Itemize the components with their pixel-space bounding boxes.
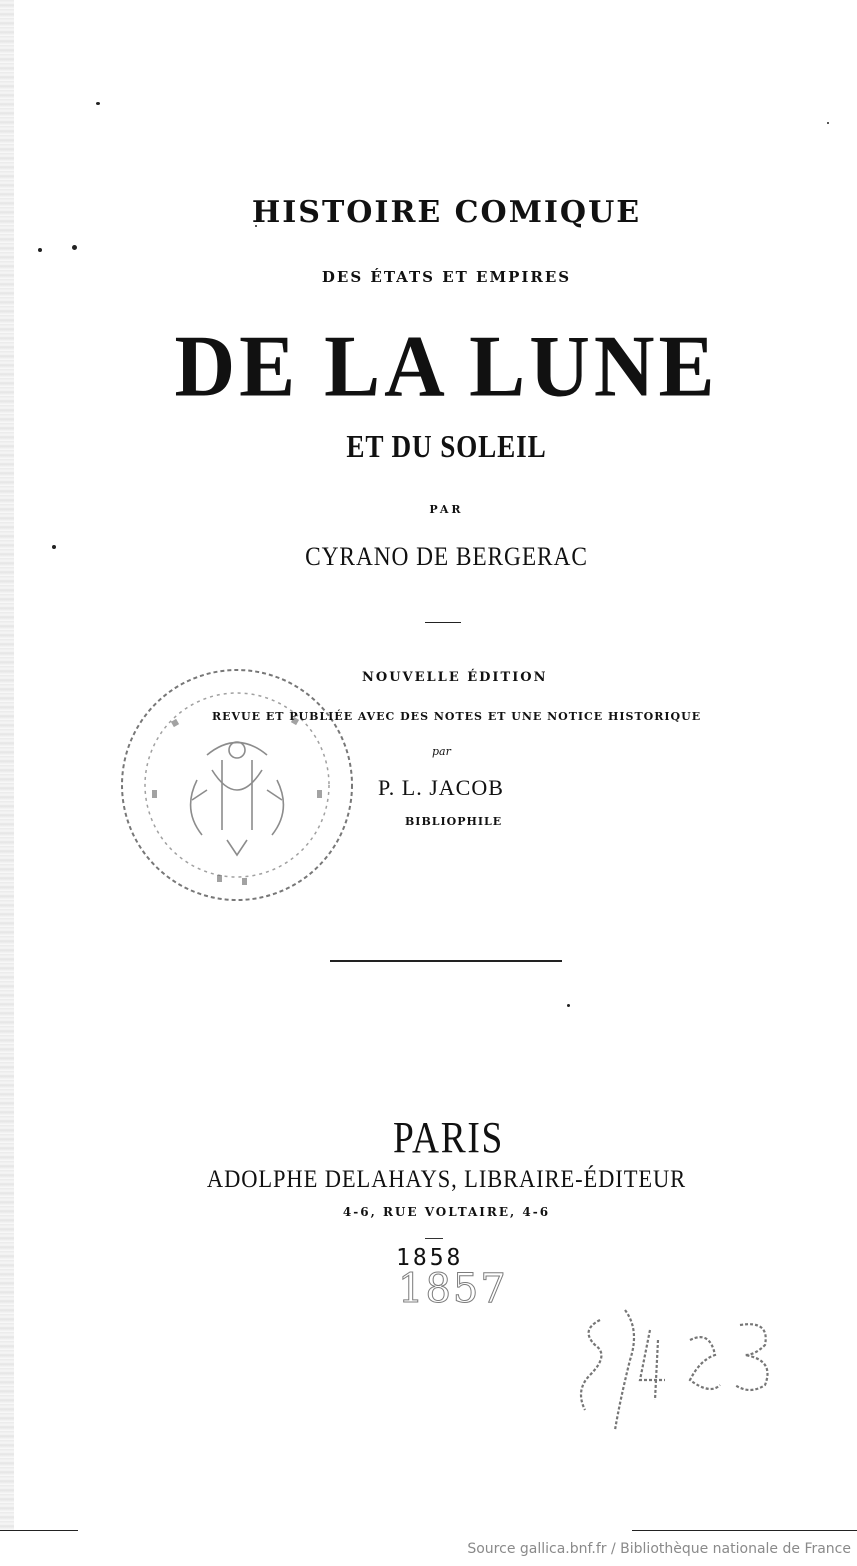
title-de-la-lune: DE LA LUNE — [174, 317, 719, 416]
title-et-du-soleil: ET DU SOLEIL — [346, 428, 547, 464]
publication-year: 1858 — [396, 1245, 464, 1271]
title-histoire-comique: HISTOIRE COMIQUE — [251, 195, 642, 230]
editor-title: BIBLIOPHILE — [405, 815, 503, 828]
handwritten-year: 1857 — [398, 1266, 508, 1312]
scan-left-edge — [0, 0, 14, 1530]
author-name: CYRANO DE BERGERAC — [305, 542, 588, 571]
editor-name: P. L. JACOB — [378, 775, 504, 800]
par-label: PAR — [429, 503, 464, 516]
year-rule — [425, 1238, 443, 1239]
edition-nouvelle: NOUVELLE ÉDITION — [362, 670, 548, 685]
library-stamp-icon — [112, 660, 362, 910]
edition-par: par — [432, 745, 451, 758]
source-credit: Source gallica.bnf.fr / Bibliothèque nationale de France — [467, 1541, 851, 1557]
title-etats-empires: DES ÉTATS ET EMPIRES — [321, 268, 572, 286]
handwritten-shelfmark-icon — [570, 1300, 790, 1440]
section-rule — [330, 960, 562, 962]
edition-revue: REVUE ET PUBLIÉE AVEC DES NOTES ET UNE NOTICE HISTORIQUE — [212, 710, 702, 723]
footer-rule-right — [632, 1530, 857, 1531]
footer-rule-left — [0, 1530, 78, 1531]
publisher-city: PARIS — [392, 1113, 505, 1162]
publisher-name: ADOLPHE DELAHAYS, LIBRAIRE-ÉDITEUR — [206, 1166, 687, 1193]
publisher-address: 4-6, RUE VOLTAIRE, 4-6 — [342, 1205, 551, 1219]
divider-rule — [425, 622, 461, 623]
